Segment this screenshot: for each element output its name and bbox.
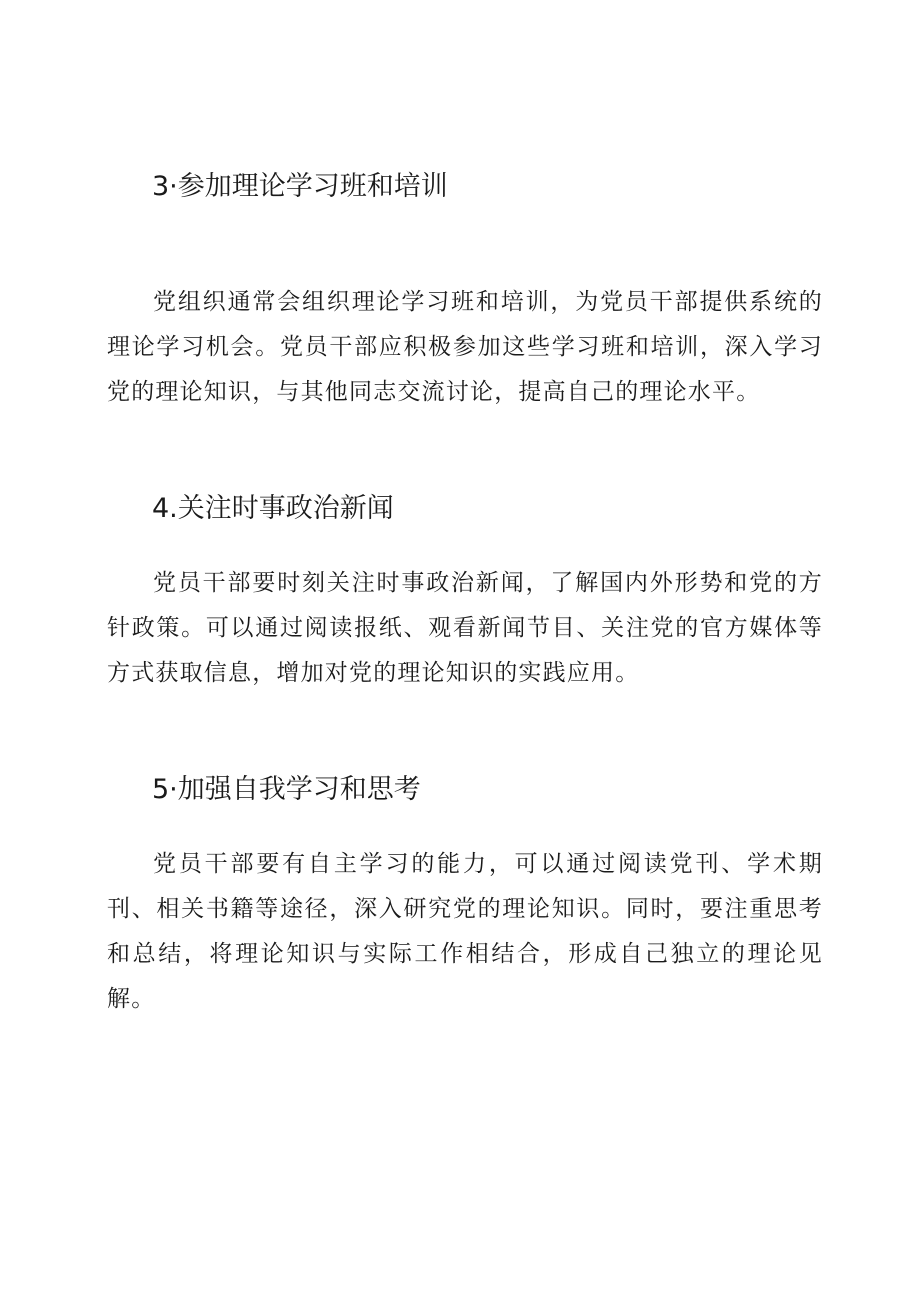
section-paragraph-5: 党员干部要有自主学习的能力，可以通过阅读党刊、学术期刊、相关书籍等途径，深入研究党的理论知识。同时，要注重思考和总结，将理论知识与实际工作相结合，形成自己独立的理论见解。 <box>107 851 823 1012</box>
section-paragraph-4: 党员干部要时刻关注时事政治新闻，了解国内外形势和党的方针政策。可以通过阅读报纸、观看新闻节目、关注党的官方媒体等方式获取信息，增加对党的理论知识的实践应用。 <box>107 570 823 686</box>
section-heading-5: 5·加强自我学习和思考 <box>152 774 421 805</box>
section-heading-4: 4.关注时事政治新闻 <box>152 493 394 524</box>
section-heading-3: 3·参加理论学习班和培训 <box>152 171 448 202</box>
section-paragraph-3: 党组织通常会组织理论学习班和培训，为党员干部提供系统的理论学习机会。党员干部应积极参加这些学习班和培训，深入学习党的理论知识，与其他同志交流讨论，提高自己的理论水平。 <box>107 289 823 405</box>
